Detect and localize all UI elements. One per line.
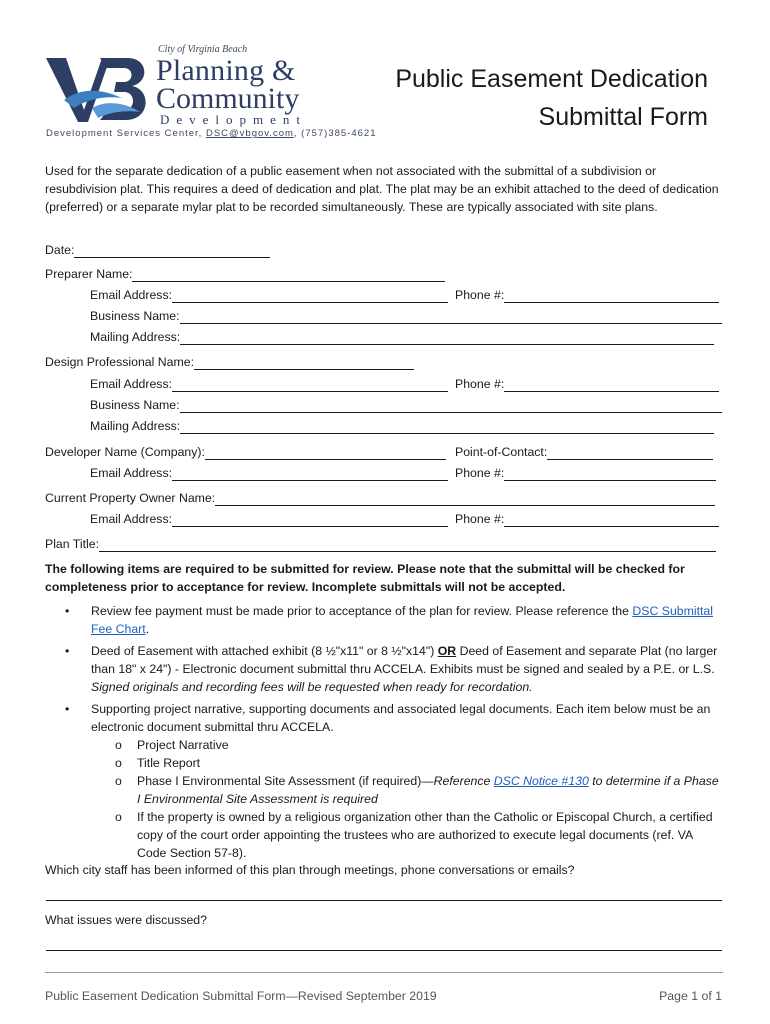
- fee-chart-link[interactable]: DSC Submittal Fee Chart: [91, 604, 713, 636]
- bullet-2-or: OR: [437, 644, 457, 658]
- preparer-mailing-input[interactable]: [180, 332, 714, 345]
- preparer-email-row: [90, 287, 448, 303]
- developer-email-row: [90, 465, 448, 481]
- owner-input[interactable]: [215, 493, 715, 506]
- design-professional-label: Design Professional Name:: [45, 355, 194, 369]
- circle-bullet-icon: o: [115, 774, 122, 788]
- plan-title-input[interactable]: [99, 539, 716, 552]
- owner-email-row: [90, 511, 448, 527]
- circle-bullet-icon: o: [115, 738, 122, 752]
- design-email-input[interactable]: [172, 379, 448, 392]
- circle-bullet-icon: o: [115, 810, 122, 824]
- bullet-2-pre: Deed of Easement with attached exhibit (8 ½"x11" or 8 ½"x14"): [91, 644, 438, 658]
- sub-3-ref: Reference: [433, 774, 494, 788]
- design-business-input[interactable]: [180, 400, 722, 413]
- bullet-3-text: Supporting project narrative, supporting documents and associated legal documents. Each item below must be an electronic document submittal thru ACCELA.: [91, 702, 711, 734]
- logo-community-text: Community: [156, 82, 300, 115]
- title-line-1: Public Easement Dedication: [395, 65, 708, 93]
- business-label: Business Name:: [90, 398, 180, 412]
- preparer-name-row: [45, 266, 445, 282]
- developer-phone-row: [455, 465, 716, 481]
- contact-phone: , (757)385-4621: [293, 128, 377, 139]
- developer-phone-input[interactable]: [504, 468, 716, 481]
- business-label: Business Name:: [90, 309, 180, 323]
- owner-row: [45, 490, 715, 506]
- bullet-1-text: Review fee payment must be made prior to acceptance of the plan for review. Please reference the: [91, 604, 633, 618]
- design-professional-row: [45, 354, 414, 370]
- circle-bullet-icon: o: [115, 756, 122, 770]
- logo-contact-line: [46, 128, 377, 139]
- preparer-name-input[interactable]: [132, 269, 445, 282]
- requirements-notice: The following items are required to be submitted for review. Please note that the submittal will be checked for completeness prior to acceptance for review. Incomplete submittals will not be accepted.: [45, 562, 685, 594]
- preparer-mailing-row: [90, 329, 714, 345]
- list-item: [45, 602, 725, 638]
- design-phone-row: [455, 376, 719, 392]
- sub-3-pre: Phase I Environmental Site Assessment (if required)—: [137, 774, 434, 788]
- logo-city-text: City of Virginia Beach: [158, 44, 248, 55]
- bullet-2-italic: Signed originals and recording fees will be requested when ready for recordation.: [91, 680, 533, 694]
- sub-3-post: to determine if a Phase I Environmental Site Assessment is required: [137, 774, 719, 806]
- sub-2-text: Title Report: [137, 756, 201, 770]
- bullet-2-post: Deed of Easement and separate Plat (no larger than 18" x 24") - Electronic document submittal thru ACCELA. Exhibits must be signed and sealed by a P.E. or L.S.: [91, 644, 718, 676]
- phone-label: Phone #:: [455, 377, 505, 391]
- title-line-2: Submittal Form: [538, 103, 708, 131]
- dsc-notice-link[interactable]: DSC Notice #130: [493, 774, 589, 788]
- developer-row: [45, 444, 446, 460]
- footer-page-number: Page 1 of 1: [659, 989, 722, 1003]
- bullet-icon: •: [65, 604, 70, 618]
- design-phone-input[interactable]: [504, 379, 719, 392]
- page-title: [395, 60, 708, 136]
- sub-1-text: Project Narrative: [137, 738, 229, 752]
- email-label: Email Address:: [90, 288, 173, 302]
- design-email-row: [90, 376, 448, 392]
- intro-paragraph: Used for the separate dedication of a public easement when not associated with the submittal of a subdivision or resubdivision plat. This requires a deed of dedication and plat. The plat may be an exhibit attached to the deed of dedication (preferred) or a separate mylar plat to be recorded simultaneously. These are typically associated with site plans.: [45, 164, 719, 214]
- owner-label: Current Property Owner Name:: [45, 491, 216, 505]
- vb-logo-icon: [44, 52, 156, 126]
- preparer-phone-input[interactable]: [504, 290, 719, 303]
- sub-list-item: [45, 754, 725, 772]
- planning-logo: [44, 44, 377, 144]
- preparer-name-label: Preparer Name:: [45, 267, 133, 281]
- date-label: Date:: [45, 243, 75, 257]
- footer-divider: [45, 972, 723, 973]
- sub-list-item: [45, 736, 725, 754]
- plan-title-label: Plan Title:: [45, 537, 99, 551]
- mailing-label: Mailing Address:: [90, 330, 181, 344]
- bullet-icon: •: [65, 644, 70, 658]
- owner-phone-input[interactable]: [504, 514, 719, 527]
- owner-email-input[interactable]: [172, 514, 448, 527]
- preparer-business-input[interactable]: [180, 311, 722, 324]
- owner-phone-row: [455, 511, 719, 527]
- preparer-business-row: [90, 308, 722, 324]
- design-mailing-input[interactable]: [180, 421, 714, 434]
- contact-email-link[interactable]: DSC@vbgov.com: [205, 128, 294, 139]
- design-professional-input[interactable]: [194, 357, 414, 370]
- preparer-phone-row: [455, 287, 719, 303]
- question-staff: Which city staff has been informed of this plan through meetings, phone conversations or emails?: [45, 863, 575, 877]
- bullet-1-end: .: [145, 622, 150, 636]
- list-item: [45, 700, 725, 736]
- preparer-email-input[interactable]: [172, 290, 448, 303]
- requirements-list: [45, 602, 725, 862]
- mailing-label: Mailing Address:: [90, 419, 181, 433]
- logo-planning-text: Planning &: [156, 54, 296, 87]
- point-of-contact-row: [455, 444, 713, 460]
- phone-label: Phone #:: [455, 466, 505, 480]
- issues-answer-input[interactable]: [46, 950, 722, 951]
- developer-email-input[interactable]: [172, 468, 448, 481]
- phone-label: Phone #:: [455, 512, 505, 526]
- developer-input[interactable]: [205, 447, 446, 460]
- sub-list-item: [45, 808, 725, 862]
- footer-form-name: Public Easement Dedication Submittal Form—Revised September 2019: [45, 989, 437, 1003]
- point-of-contact-label: Point-of-Contact:: [455, 445, 548, 459]
- date-input[interactable]: [74, 245, 270, 258]
- question-issues: What issues were discussed?: [45, 913, 207, 927]
- list-item: [45, 642, 725, 696]
- email-label: Email Address:: [90, 512, 173, 526]
- design-business-row: [90, 397, 722, 413]
- sub-4-text: If the property is owned by a religious organization other than the Catholic or Episcopal Church, a certified copy of the court order appointing the trustees who are authorized to execute legal documents (ref. VA Code Section 57-8).: [137, 810, 713, 860]
- staff-answer-input[interactable]: [46, 900, 722, 901]
- plan-title-row: [45, 536, 716, 552]
- design-mailing-row: [90, 418, 714, 434]
- email-label: Email Address:: [90, 466, 173, 480]
- phone-label: Phone #:: [455, 288, 505, 302]
- developer-label: Developer Name (Company):: [45, 445, 205, 459]
- sub-list-item: [45, 772, 725, 808]
- date-row: [45, 242, 270, 258]
- logo-development-text: Development: [160, 112, 308, 127]
- contact-prefix: Development Services Center,: [46, 128, 206, 139]
- bullet-icon: •: [65, 702, 70, 716]
- email-label: Email Address:: [90, 377, 173, 391]
- point-of-contact-input[interactable]: [547, 447, 713, 460]
